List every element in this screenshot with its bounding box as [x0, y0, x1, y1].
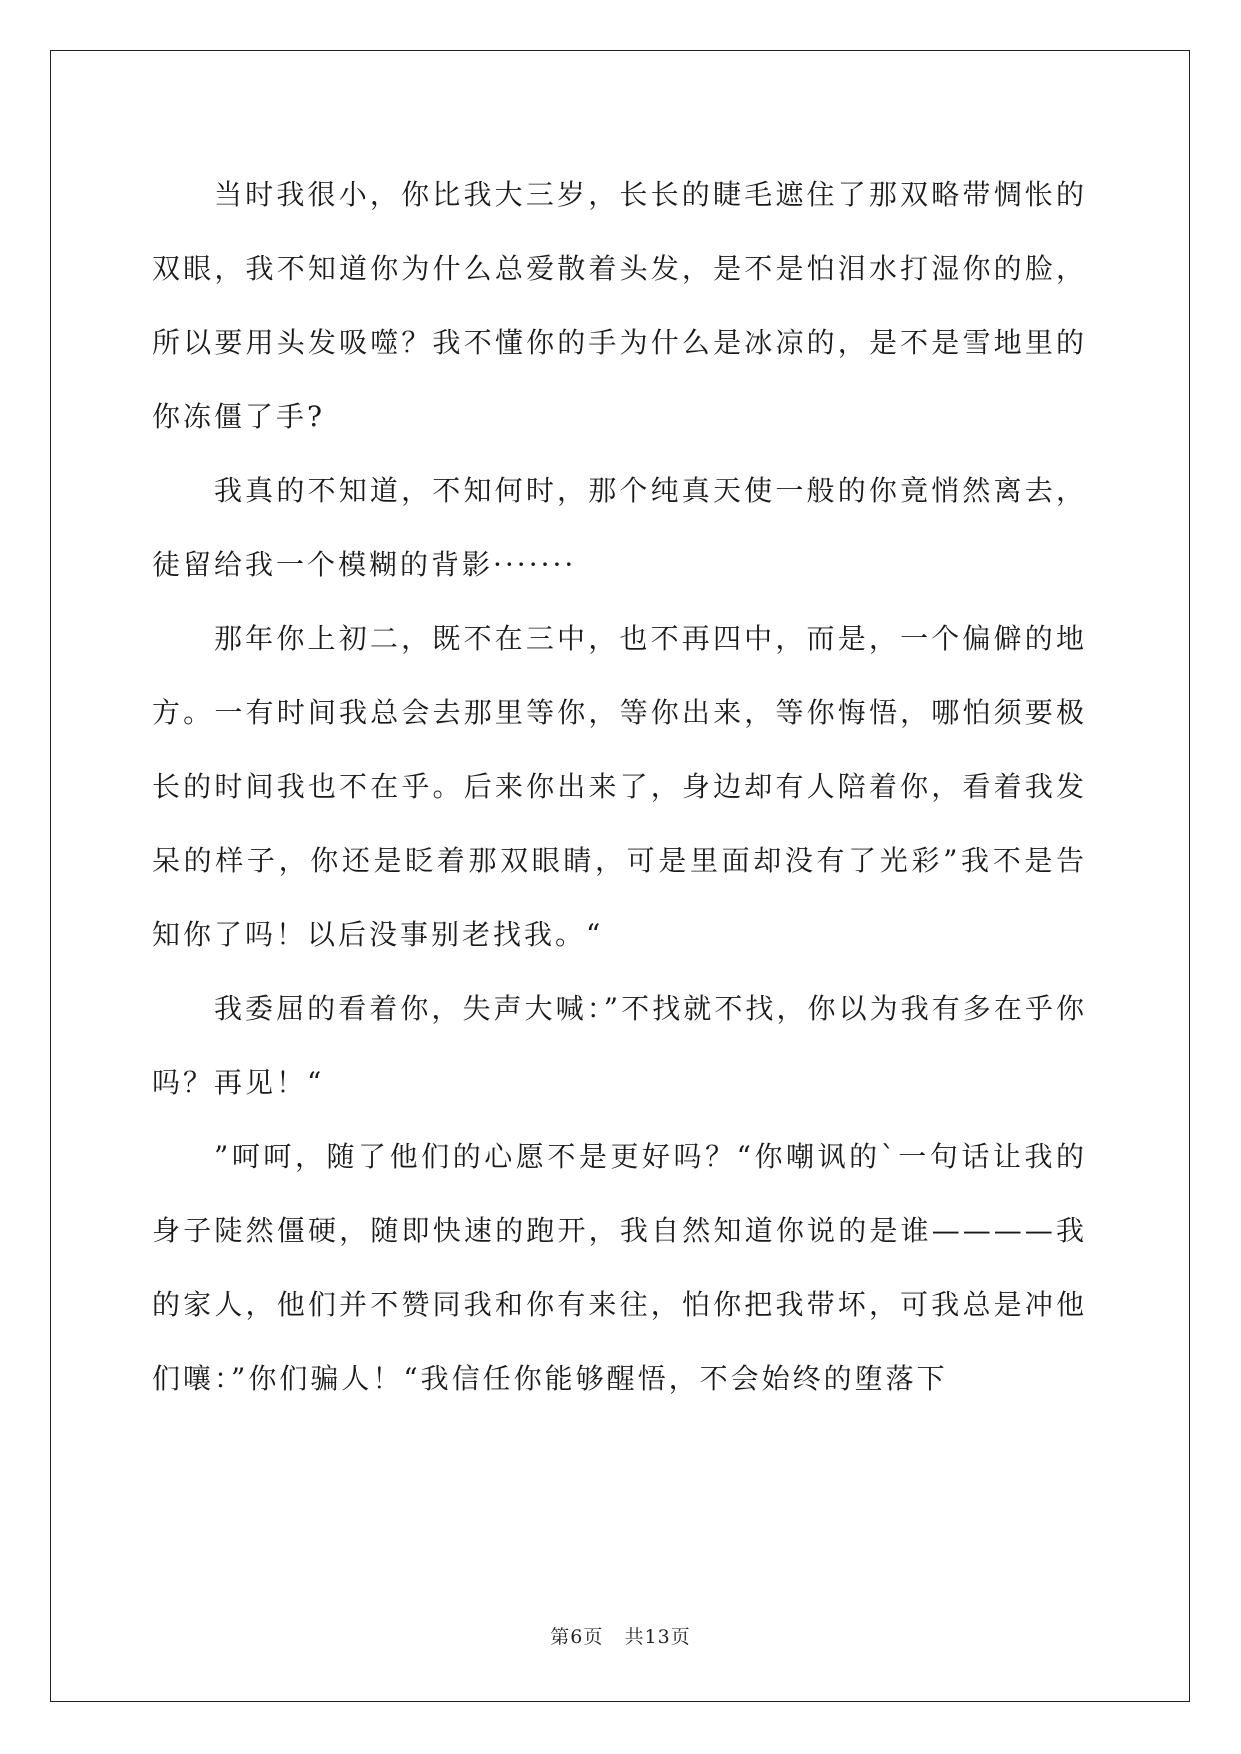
- paragraph-4: 我委屈的看着你，失声大喊：”不找就不找，你以为我有多在乎你吗？再见！“: [152, 992, 1087, 1099]
- page-footer: [0, 1622, 1241, 1649]
- document-body: [152, 158, 1087, 1416]
- page-total: 共13页: [624, 1626, 691, 1648]
- paragraph-3: 那年你上初二，既不在三中，也不再四中，而是，一个偏僻的地方。一有时间我总会去那里等你，等你出来，等你悔悟，哪怕须要极长的时间我也不在乎。后来你出来了，身边却有人陪着你，看着我发呆的样子，你还是眨着那双眼睛，可是里面却没有了光彩”我不是告知你了吗！以后没事别老找我。“: [152, 622, 1087, 951]
- page-number: 第6页: [550, 1626, 604, 1648]
- paragraph-1: 当时我很小，你比我大三岁，长长的睫毛遮住了那双略带惆怅的双眼，我不知道你为什么总爱散着头发，是不是怕泪水打湿你的脸，所以要用头发吸噬？我不懂你的手为什么是冰凉的，是不是雪地里的你冻僵了手?: [152, 178, 1087, 433]
- paragraph-2: 我真的不知道，不知何时，那个纯真天使一般的你竟悄然离去，徒留给我一个模糊的背影·······: [152, 474, 1087, 581]
- paragraph-5: ”呵呵，随了他们的心愿不是更好吗？“你嘲讽的`一句话让我的身子陡然僵硬，随即快速的跑开，我自然知道你说的是谁————我的家人，他们并不赞同我和你有来往，怕你把我带坏，可我总是冲他们嚷：”你们骗人！“我信任你能够醒悟，不会始终的堕落下: [152, 1140, 1087, 1395]
